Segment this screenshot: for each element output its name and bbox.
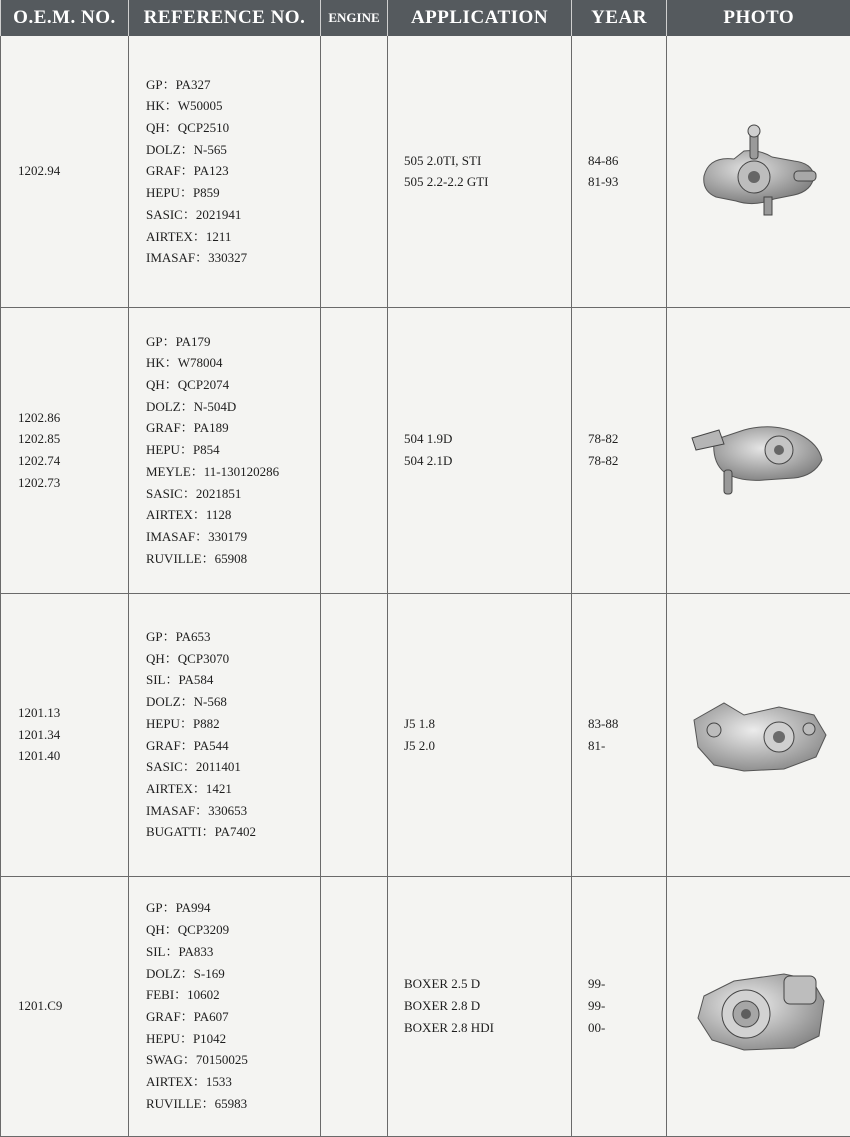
- header-year: YEAR: [572, 0, 667, 36]
- table-row: [1, 307, 850, 593]
- table-row: [1, 36, 850, 307]
- engine-cell: [321, 876, 388, 1136]
- year-range: 78-82: [588, 453, 619, 468]
- reference-number: DOLZ：N-504D: [146, 398, 237, 414]
- water-pump-photo-icon: [684, 400, 834, 500]
- reference-number: GRAF：PA123: [146, 163, 229, 179]
- reference-number: SIL：PA584: [146, 672, 214, 688]
- year-range: 84-86: [588, 152, 619, 168]
- application-model: J5 2.0: [404, 737, 436, 753]
- reference-number: GP：PA994: [146, 900, 211, 916]
- year-cell: [572, 36, 667, 307]
- photo-cell: [667, 876, 850, 1136]
- reference-number: AIRTEX：1533: [146, 1074, 232, 1090]
- table-row: [1, 876, 850, 1136]
- reference-number: HEPU：P859: [146, 185, 220, 201]
- reference-number: HEPU：P854: [146, 442, 220, 458]
- reference-cell: [129, 593, 321, 876]
- reference-number: AIRTEX：1128: [146, 507, 232, 523]
- reference-number: SWAG：70150025: [146, 1052, 248, 1068]
- header-engine: ENGINE: [321, 0, 388, 36]
- oem-number: 1202.74: [18, 453, 61, 468]
- header-oem: O.E.M. NO.: [1, 0, 129, 36]
- application-cell: [388, 876, 572, 1136]
- reference-cell: [129, 876, 321, 1136]
- reference-number: GRAF：PA189: [146, 420, 229, 436]
- application-model: BOXER 2.8 HDI: [404, 1019, 494, 1035]
- oem-number: 1202.85: [18, 431, 61, 447]
- reference-number: IMASAF：330653: [146, 802, 248, 818]
- oem-cell: [1, 307, 129, 593]
- oem-number: 1202.86: [18, 409, 61, 425]
- application-model: 504 1.9D: [404, 431, 453, 447]
- application-model: BOXER 2.8 D: [404, 998, 481, 1014]
- reference-number: FEBI：10602: [146, 987, 220, 1003]
- water-pump-photo-icon: [684, 956, 834, 1056]
- application-cell: [388, 36, 572, 307]
- reference-number: RUVILLE：65983: [146, 1095, 248, 1111]
- reference-number: SASIC：2021941: [146, 206, 242, 222]
- water-pump-photo-icon: [684, 685, 834, 785]
- header-application: APPLICATION: [388, 0, 572, 36]
- reference-number: AIRTEX：1211: [146, 228, 232, 244]
- reference-number: GRAF：PA607: [146, 1009, 229, 1024]
- header-row: [1, 0, 850, 36]
- year-range: 81-93: [588, 174, 619, 190]
- reference-number: IMASAF：330327: [146, 250, 248, 266]
- reference-number: QH：QCP3209: [146, 922, 230, 938]
- reference-number: SIL：PA833: [146, 943, 214, 959]
- year-cell: [572, 876, 667, 1136]
- photo-cell: [667, 307, 850, 593]
- oem-number: 1201.34: [18, 726, 61, 742]
- table-row: [1, 593, 850, 876]
- application-model: J5 1.8: [404, 715, 436, 731]
- application-cell: [388, 593, 572, 876]
- reference-cell: [129, 307, 321, 593]
- header-photo: PHOTO: [667, 0, 850, 36]
- reference-number: GRAF：PA544: [146, 737, 229, 753]
- reference-number: HK：W50005: [146, 98, 223, 114]
- oem-cell: [1, 36, 129, 307]
- oem-number: 1201.40: [18, 748, 61, 764]
- oem-cell: [1, 876, 129, 1136]
- photo-cell: [667, 593, 850, 876]
- application-model: 505 2.2-2.2 GTI: [404, 174, 489, 190]
- header-reference: REFERENCE NO.: [129, 0, 321, 36]
- engine-cell: [321, 36, 388, 307]
- application-model: 504 2.1D: [404, 453, 453, 468]
- year-range: 81-: [588, 737, 606, 753]
- reference-number: DOLZ：S-169: [146, 965, 225, 981]
- reference-cell: [129, 36, 321, 307]
- reference-number: AIRTEX：1421: [146, 780, 232, 796]
- year-range: 99-: [588, 976, 606, 992]
- application-cell: [388, 307, 572, 593]
- engine-cell: [321, 593, 388, 876]
- application-model: 505 2.0TI, STI: [404, 152, 482, 168]
- oem-number: 1202.94: [18, 163, 61, 179]
- reference-number: MEYLE：11-130120286: [146, 463, 280, 479]
- oem-number: 1201.C9: [18, 998, 63, 1014]
- water-pump-photo-icon: [684, 121, 834, 221]
- reference-number: QH：QCP2074: [146, 377, 230, 393]
- year-range: 00-: [588, 1019, 606, 1035]
- year-cell: [572, 593, 667, 876]
- oem-number: 1202.73: [18, 474, 61, 490]
- reference-number: HEPU：P882: [146, 715, 220, 731]
- photo-cell: [667, 36, 850, 307]
- reference-number: GP：PA179: [146, 333, 211, 349]
- reference-number: BUGATTI：PA7402: [146, 824, 257, 840]
- reference-number: HEPU：P1042: [146, 1030, 227, 1046]
- year-range: 78-82: [588, 431, 619, 447]
- reference-number: IMASAF：330179: [146, 528, 248, 544]
- year-range: 83-88: [588, 715, 619, 731]
- reference-number: QH：QCP3070: [146, 650, 230, 666]
- year-range: 99-: [588, 998, 606, 1014]
- reference-number: GP：PA327: [146, 76, 211, 92]
- application-model: BOXER 2.5 D: [404, 976, 481, 992]
- year-cell: [572, 307, 667, 593]
- reference-number: HK：W78004: [146, 355, 223, 371]
- reference-number: RUVILLE：65908: [146, 550, 248, 566]
- reference-number: DOLZ：N-568: [146, 694, 227, 710]
- oem-number: 1201.13: [18, 704, 61, 720]
- reference-number: QH：QCP2510: [146, 119, 230, 135]
- reference-number: GP：PA653: [146, 628, 211, 644]
- reference-number: SASIC：2011401: [146, 759, 241, 775]
- reference-number: SASIC：2021851: [146, 485, 242, 501]
- oem-cell: [1, 593, 129, 876]
- reference-number: DOLZ：N-565: [146, 141, 227, 157]
- engine-cell: [321, 307, 388, 593]
